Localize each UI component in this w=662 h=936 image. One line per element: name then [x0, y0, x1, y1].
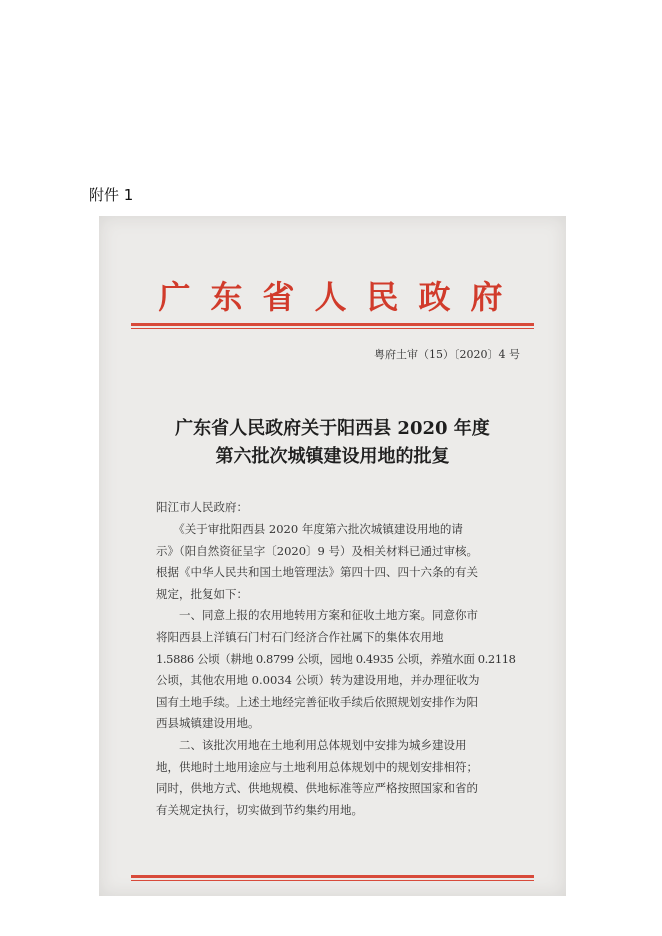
header-red-rule-thin — [131, 328, 534, 329]
body-line: 根据《中华人民共和国土地管理法》第四十四、四十六条的有关 — [156, 565, 478, 580]
footer-red-rule-thin — [131, 880, 534, 881]
attachment-label: 附件 1 — [89, 186, 134, 204]
footer-red-rule — [131, 875, 534, 878]
salutation: 阳江市人民政府： — [156, 500, 248, 514]
body-line: 有关规定执行，切实做到节约集约用地。 — [156, 802, 363, 817]
body-line: 地，供地时土地用途应与土地利用总体规划中的规划安排相符； — [156, 759, 478, 774]
letterhead: 广东省人民政府 — [158, 278, 523, 316]
body-line: 规定，批复如下： — [156, 586, 248, 601]
body-line: 公顷，其他农用地 0.0034 公顷）转为建设用地，并办理征收为 — [156, 673, 480, 688]
document-title — [99, 415, 566, 471]
body-line: 将阳西县上洋镇石门村石门经济合作社属下的集体农用地 — [156, 629, 444, 644]
title-line: 广东省人民政府关于阳西县 2020 年度 — [175, 418, 490, 439]
title-line: 第六批次城镇建设用地的批复 — [215, 446, 450, 467]
body-line: 1.5886 公顷（耕地 0.8799 公顷，园地 0.4935 公顷，养殖水面 0.2118 — [156, 651, 516, 666]
body-line: 《关于审批阳西县 2020 年度第六批次城镇建设用地的请 — [156, 522, 463, 536]
body-line: 示》（阳自然资征呈字〔2020〕9 号）及相关材料已通过审核。 — [156, 543, 478, 558]
scanned-document — [99, 216, 566, 896]
body-line: 同时，供地方式、供地规模、供地标准等应严格按照国家和省的 — [156, 781, 478, 796]
body-line: 一、同意上报的农用地转用方案和征收土地方案。同意你市 — [156, 608, 478, 623]
header-red-rule — [131, 323, 534, 326]
body-line: 西县城镇建设用地。 — [156, 716, 260, 731]
body-line: 国有土地手续。上述土地经完善征收手续后依照规划安排作为阳 — [156, 694, 478, 709]
document-number: 粤府土审（15）〔2020〕4 号 — [374, 348, 520, 361]
document-body — [156, 519, 526, 821]
body-line: 二、该批次用地在土地利用总体规划中安排为城乡建设用 — [156, 737, 467, 752]
